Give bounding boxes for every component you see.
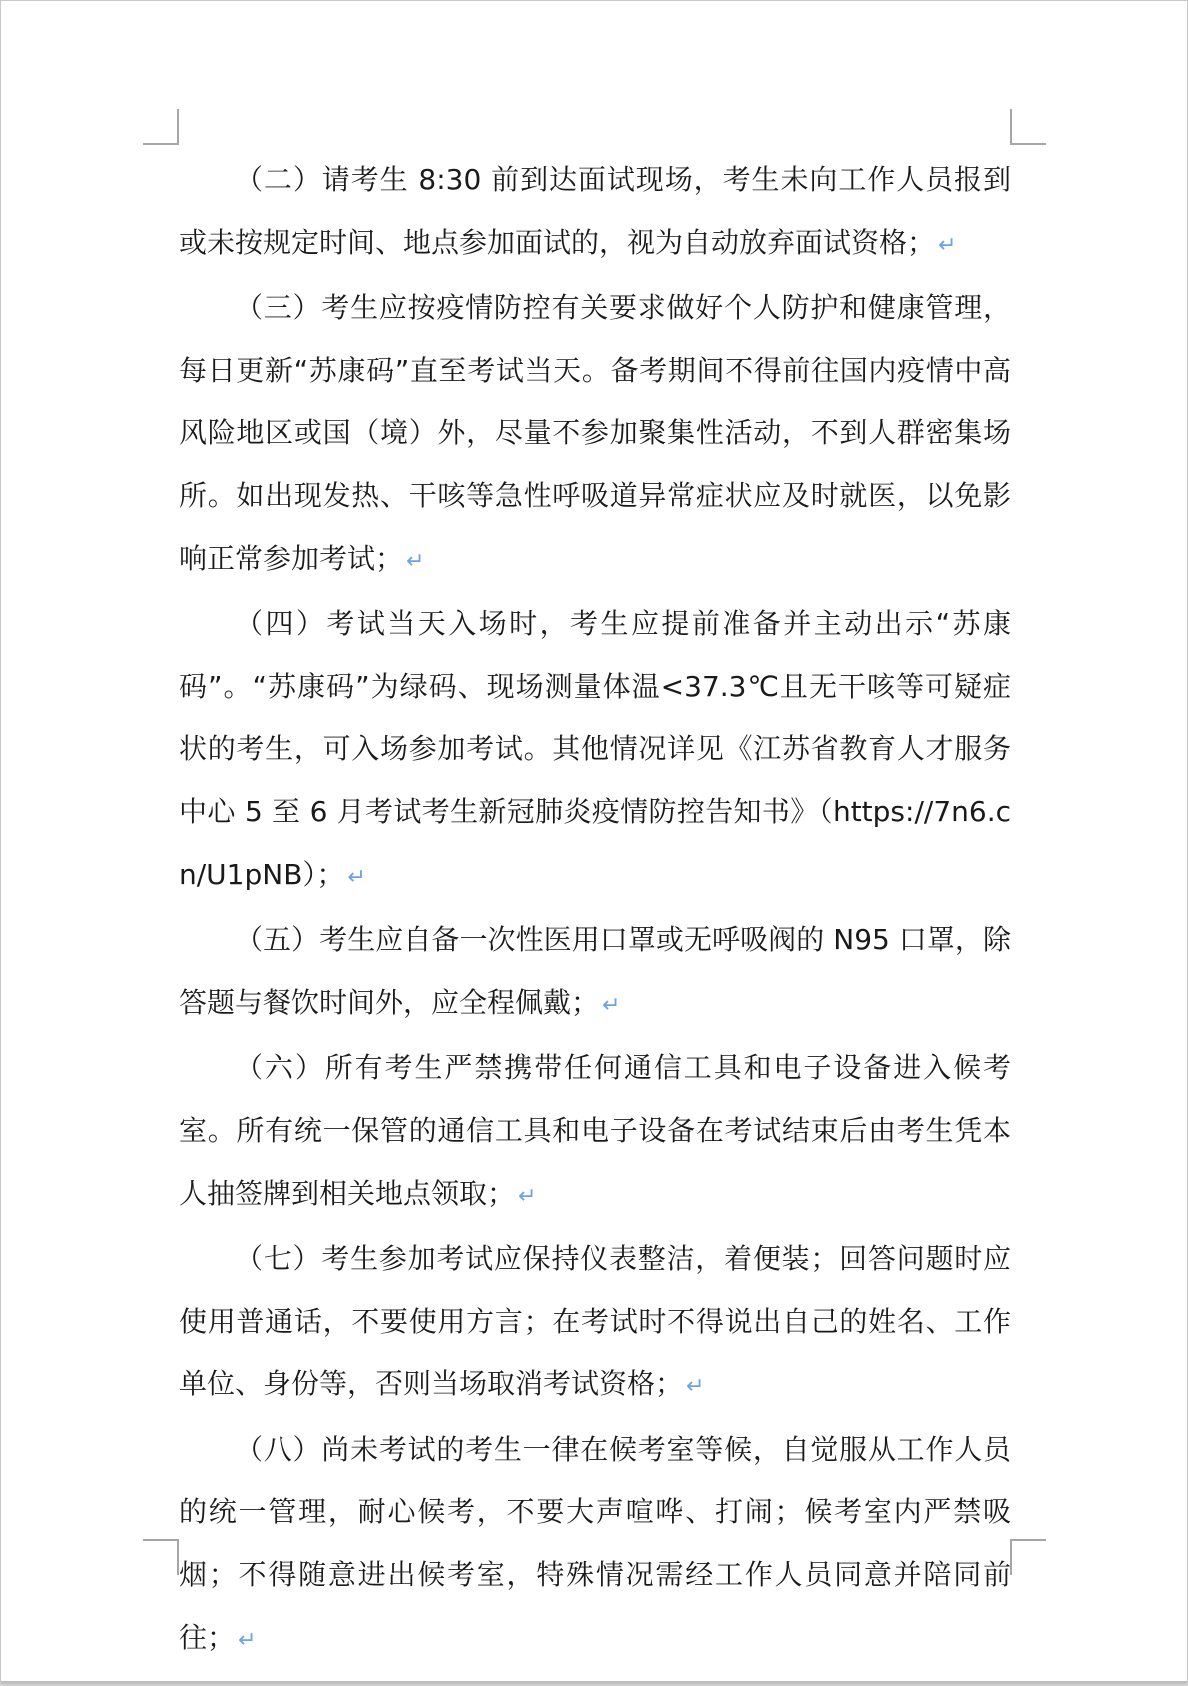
paragraph-item-5 bbox=[179, 909, 1011, 1037]
paragraph-mark-icon: ↵ bbox=[238, 1627, 257, 1653]
paragraph-mark-icon: ↵ bbox=[406, 548, 425, 574]
paragraph-text: （二）请考生 8:30 前到达面试现场，考生未向工作人员报到或未按规定时间、地点参加面试的，视为自动放弃面试资格； bbox=[179, 163, 1011, 259]
paragraph-mark-icon: ↵ bbox=[347, 864, 366, 890]
paragraph-item-8 bbox=[179, 1419, 1011, 1672]
paragraph-text: （六）所有考生严禁携带任何通信工具和电子设备进入候考室。所有统一保管的通信工具和电子设备在考试结束后由考生凭本人抽签牌到相关地点领取； bbox=[179, 1051, 1011, 1210]
paragraph-text: （四）考试当天入场时，考生应提前准备并主动出示“苏康码”。“苏康码”为绿码、现场测量体温<37.3℃且无干咳等可疑症状的考生，可入场参加考试。其他情况详见《江苏省教育人才服务中心 5 至 6 月考试考生新冠肺炎疫情防控告知书》（https://7n6.cn/U1pNB）； bbox=[179, 607, 1011, 891]
paragraph-text: （七）考生参加考试应保持仪表整洁，着便装；回答问题时应使用普通话，不要使用方言；在考试时不得说出自己的姓名、工作单位、身份等，否则当场取消考试资格； bbox=[179, 1242, 1011, 1401]
paragraph-mark-icon: ↵ bbox=[602, 992, 621, 1018]
paragraph-item-4 bbox=[179, 593, 1011, 909]
margin-corner-bottom-right bbox=[1010, 1539, 1046, 1575]
margin-corner-top-left bbox=[143, 109, 179, 145]
paragraph-text: （八）尚未考试的考生一律在候考室等候，自觉服从工作人员的统一管理，耐心候考，不要大声喧哗、打闹；候考室内严禁吸烟；不得随意进出候考室，特殊情况需经工作人员同意并陪同前往； bbox=[179, 1432, 1011, 1654]
margin-corner-bottom-left bbox=[143, 1539, 179, 1575]
paragraph-item-7 bbox=[179, 1228, 1011, 1419]
margin-corner-top-right bbox=[1010, 109, 1046, 145]
document-body[interactable] bbox=[179, 149, 1011, 1672]
paragraph-mark-icon: ↵ bbox=[938, 232, 957, 258]
paragraph-text: （三）考生应按疫情防控有关要求做好个人防护和健康管理，每日更新“苏康码”直至考试当天。备考期间不得前往国内疫情中高风险地区或国（境）外，尽量不参加聚集性活动，不到人群密集场所。如出现发热、干咳等急性呼吸道异常症状应及时就医，以免影响正常参加考试； bbox=[179, 291, 1011, 575]
paragraph-item-3 bbox=[179, 277, 1011, 593]
paragraph-mark-icon: ↵ bbox=[518, 1183, 537, 1209]
paragraph-item-6 bbox=[179, 1037, 1011, 1228]
paragraph-mark-icon: ↵ bbox=[686, 1374, 705, 1400]
paragraph-item-2 bbox=[179, 149, 1011, 277]
paragraph-text: （五）考生应自备一次性医用口罩或无呼吸阀的 N95 口罩，除答题与餐饮时间外，应全程佩戴； bbox=[179, 923, 1011, 1019]
